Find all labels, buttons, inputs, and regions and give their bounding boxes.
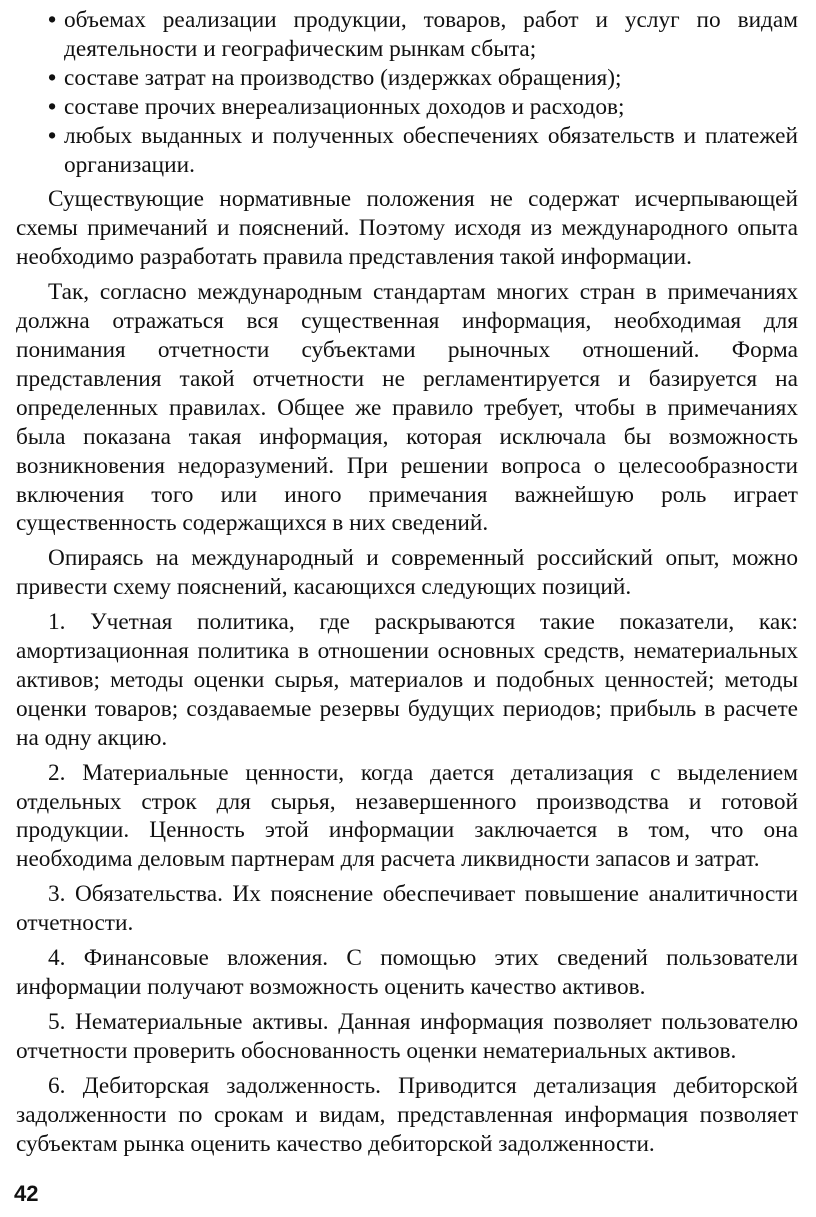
bullet-text: составе прочих внереализационных доходов и расходов; (64, 93, 625, 120)
paragraph-material-values: 2. Материальные ценности, когда дается детализация с выделением отдельных строк для сырья, незавершенного производства и готовой продукции. Ценность этой информации заключается в том, что она необходима деловым партнерам для расчета ликвидности запасов и затрат. (16, 759, 798, 873)
bullet-item (16, 122, 798, 180)
bullet-text: составе затрат на производство (издержках обращения); (64, 64, 622, 91)
page-number: 42 (14, 1181, 39, 1206)
paragraph-intangible-assets: 5. Нематериальные активы. Данная информация позволяет пользователю отчетности проверить обоснованность оценки нематериальных активов. (16, 1008, 798, 1064)
paragraph-obligations: 3. Обязательства. Их пояснение обеспечивает повышение аналитичности отчетности. (16, 881, 798, 937)
bullet-mark: • (48, 122, 57, 149)
paragraph-financial-investments: 4. Финансовые вложения. С помощью этих сведений пользователи информации получают возможность оценить качество активов. (16, 945, 798, 1000)
bullet-mark: • (48, 7, 57, 33)
bullet-item (16, 64, 798, 93)
page-body-text (16, 6, 798, 1158)
bullet-text: любых выданных и полученных обеспечениях обязательств и платежей организации. (64, 122, 798, 178)
bullet-item (16, 6, 798, 64)
paragraph-explanation-scheme: Опираясь на международный и современный российский опыт, можно привести схему пояснений, касающихся следующих позиций. (16, 545, 798, 601)
bullet-list (16, 6, 798, 179)
paragraph-receivables: 6. Дебиторская задолженность. Приводится детализация дебиторской задолженности по срокам и видам, представленная информация позволяет субъектам рынка оценить качество дебиторской задолженности. (16, 1072, 798, 1157)
bullet-mark: • (48, 64, 57, 91)
bullet-item (16, 93, 798, 122)
bullet-text: объемах реализации продукции, товаров, работ и услуг по видам деятельности и географическим рынкам сбыта; (64, 7, 798, 62)
bullet-mark: • (48, 93, 57, 120)
paragraph-accounting-policy: 1. Учетная политика, где раскрываются такие показатели, как: амортизационная политика в отношении основных средств, нематериальных активов; методы оценки сырья, материалов и подобных ценностей; методы оценки товаров; создаваемые резервы будущих периодов; прибыль в расчете на одну акцию. (16, 609, 798, 751)
paragraph-normative-provisions: Существующие нормативные положения не содержат исчерпывающей схемы примечаний и пояснений. Поэтому исходя из международного опыта необходимо разработать правила представления такой информации. (16, 186, 798, 271)
paragraph-international-standards: Так, согласно международным стандартам многих стран в примечаниях должна отражаться вся существенная информация, необходимая для понимания отчетности субъектами рыночных отношений. Форма представления такой отчетности не регламентируется и базируется на определенных правилах. Общее же правило требует, чтобы в примечаниях была показана такая информация, которая исключала бы возможность возникновения недоразумений. При решении вопроса о целесообразности включения того или иного примечания важнейшую роль играет существенность содержащихся в них сведений. (16, 279, 798, 537)
